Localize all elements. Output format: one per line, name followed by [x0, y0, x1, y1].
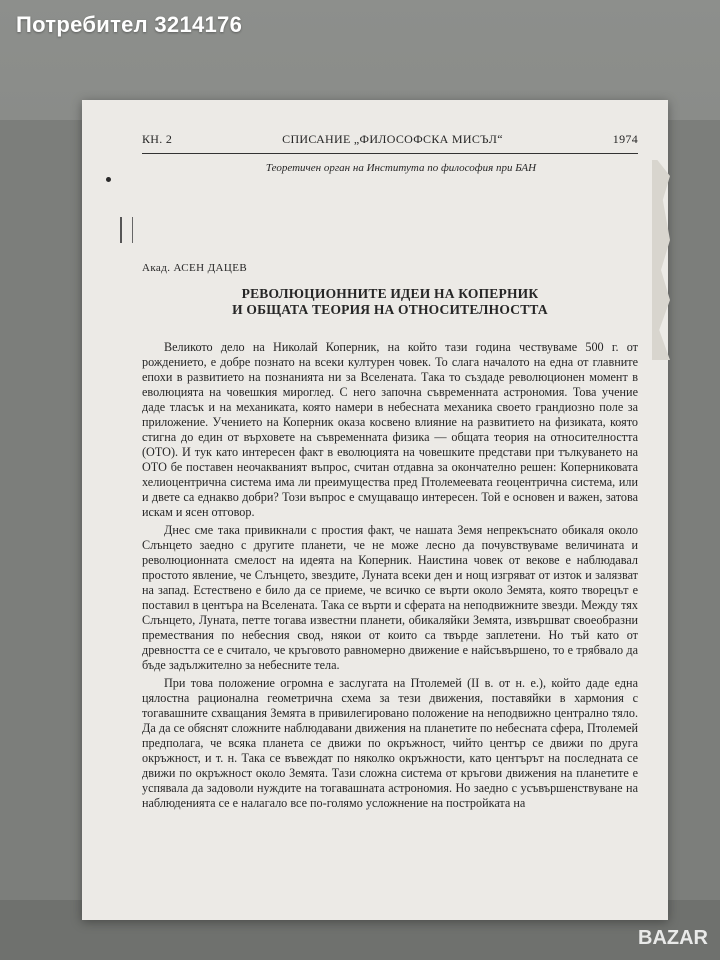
punch-hole: [106, 177, 111, 182]
paragraph: Великото дело на Николай Коперник, на който тази година чествуваме 500 г. от рождението, е добре познато на всеки културен човек. То слага началото на една от главните епохи в развитието на познанията ни за Вселената. Така то създаде революционен момент в еволюцията на човешкия мироглед. С него започна съвременната астрономия. Това учение даде тласък и на механиката, която намери в небесната механика своето грандиозно поле за приложение. Учението на Коперник оказа косвено влияние на развитието на физиката, която стигна до един от върховете на съвременната физика — общата теория на относителността (ОТО). И тук като интересен факт в еволюцията на човешките представи при тълкуването на ОТО бе поставен неочакваният въпрос, считан отдавна за окончателно решен: Коперниковата хелиоцентрична система има ли преимущества пред Птолемеевата геоцентрична система, или и двете са еднакво добри? Този въпрос е смущаващо интересен. Той е основен и важен, затова искам и ясен отговор.: [142, 340, 638, 519]
article-title-line-2: И ОБЩАТА ТЕОРИЯ НА ОТНОСИТЕЛНОСТТА: [232, 302, 548, 317]
article-body: [142, 340, 638, 811]
paragraph: Днес сме така привикнали с простия факт, че нашата Земя непрекъснато обикаля около Слънцето заедно с другите планети, че не може лесно да почувствуваме величината и революционната смелост на идеята на Коперник. Наистина човек от векове е наблюдавал простото явление, че Слънцето, звездите, Луната всеки ден и нощ изгряват от изток и залязват на запад. Естествено е било да се приеме, че всичко се върти около Земята, която творецът е поставил в центъра на Вселената. Така се върти и сферата на неподвижните звезди. Между тях Слънцето, Луната, петте тогава известни планети, обикаляйки Земята, извършват своеобразни премествания по небесния свод, някои от които са твърде заплетени. Но тъй като от древността се е считало, че кръговото равномерно движение е найсъвършено, то е трябвало да бъде задължително за небесните тела.: [142, 523, 638, 672]
document-page: [82, 100, 668, 920]
header-divider: [142, 153, 638, 154]
pen-marks: [120, 217, 133, 243]
paragraph: При това положение огромна е заслугата на Птолемей (II в. от н. е.), който даде една цялостна рационална геометрична схема за тези движения, поставяйки в хармония с тогавашните схващания Земята в привилегировано положение на неподвижно централно тяло. Да да се обяснят сложните наблюдавани движения на планетите по небесната сфера, Птолемей предполага, че всяка планета се движи по окръжност, чийто център се движи по друга окръжност, и т. н. Така се въвеждат по няколко окръжности, като центърът на последната се движи по окръжност около Земята. Тази сложна система от кръгови движения на планетите е успявала да задоволи нуждите на тогавашната астрономия. Но заедно с усъвършенствуване на наблюденията се е налагало все по-голямо усложнение на постройката на: [142, 676, 638, 810]
article-author: Акад. АСЕН ДАЦЕВ: [142, 262, 248, 274]
journal-subtitle: Теоретичен орган на Института по философия при БАН: [265, 162, 537, 174]
article-title: [142, 286, 638, 318]
issue-number: КН. 2: [142, 132, 173, 146]
journal-header: [142, 132, 638, 147]
journal-year: 1974: [612, 132, 638, 146]
document-content: [142, 132, 638, 814]
article-title-line-1: РЕВОЛЮЦИОННИТЕ ИДЕИ НА КОПЕРНИК: [241, 286, 539, 301]
torn-edge: [652, 160, 670, 360]
bazar-logo: BAZAR: [638, 927, 708, 949]
journal-name: СПИСАНИЕ „ФИЛОСОФСКА МИСЪЛ“: [282, 132, 503, 146]
uploader-watermark: Потребител 3214176: [16, 12, 243, 37]
